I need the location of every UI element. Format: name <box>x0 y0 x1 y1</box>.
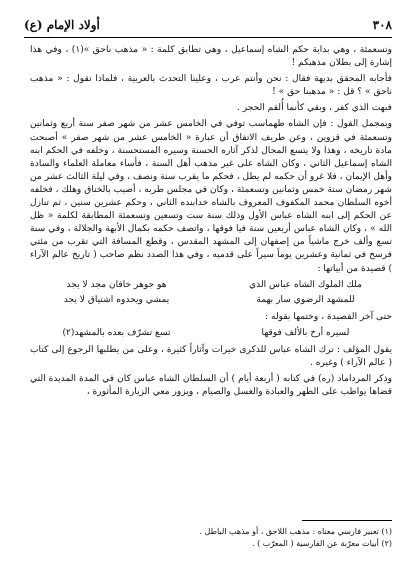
hemistich-right: للمشهد الرضوي سار بهمة <box>256 294 355 305</box>
paragraph: حتى آخر القصيدة ، وختمها بقوله : <box>265 311 392 322</box>
main-text <box>30 44 392 510</box>
footnotes <box>24 526 392 550</box>
header-rule <box>24 37 392 38</box>
running-title: أولاد الإمام (ع) <box>24 18 100 32</box>
footnote: (١) تعبير فارسي معناه : مذهب اللاحق ، أو مذهب الباطل . <box>199 527 392 536</box>
poem-block <box>30 279 392 307</box>
paragraph: فبهت الذي كفر ، وبقي كأنما أُلقم الحجر . <box>236 103 392 114</box>
poem-verse <box>30 327 392 340</box>
poem-verse <box>30 294 392 307</box>
hemistich-left: هو جوهر خاقان مجد لا يجد <box>66 279 167 290</box>
paragraph: وبمجمل القول : فإن الشاه طهماسب توفي في الخامس عشر من شهر صفر سنة أربع وثمانين وتسعمئة في قزوين ، وعن طريف الاتفاق أن عبارة « الخامس عشر من شهر صفر » أصبحت مادة تاريخه ، وهذا ولا يتسع المجال لذكر آثاره الحسنة وسيره المستحسنة ، وخلفه في الحكم ابنه الشاه إسماعيل الثاني ، وكان الشاه على غير مذهب أهل السنة ، فأساء معاملة العلماء والسادة وأهل الإيمان ، فلا غرو أن حكمه لم يطل ، فحكم ما يقرب سنة ونصف ، وفي ليلة الثالث عشر من شهر رمضان سنة خمس وثمانين وتسعمئة ، وكان في مجلس طربه ، أصيب بالخناق وهلك ، فخلفه أخوه السلطان محمد المكفوف المعروف بالشاه خدابنده الثاني ، وحكم عشرين سنين ، ثم تنازل عن الحكم إلى ابنه الشاه عباس الأول وذلك سنة ست وتسعين وتسعمئة المطابقة لكلمة « ظل الله » ، وكان الشاه عباس أربعين سنة فيا فوقها ، واتصف حكمه بكمال الأبهة والجلالة ، وفي سنة تسع وألف خرج ماشياً من إصفهان إلى المشهد المقدس ، وقطع المسافة التي تقرب من مئتي فرسخ في ثمانية وعشرين يوماً سيراً على قدميه ، وفي هذا الصدد نظم صاحب ( تاريخ عالم الآراء ) قصيدة من أبياتها : <box>30 119 392 274</box>
hemistich-right: لسيره أرخ بالألف فوقها <box>261 327 350 338</box>
paragraph: فأجابه المحقق بديهة فقال : نحن وأنتم عرب ، وعلينا التحدث بالعربية ، فلماذا تقول : « مذهب ناحق » ؟ قل : « مذهبنا حق » ! <box>30 74 392 98</box>
footnote: (٢) أبيات معرّبة عن الفارسية ( المعرّب ) . <box>252 539 392 548</box>
paragraph: وذكر المرداماد (ره) في كتابه ( أربعة أيام ) أن السلطان الشاه عباس كان في المدة المديدة التي قضاها يواظب على الطهر والعبادة والغسل والصيام ، ويزور معي الزيارة المأثورة ، <box>30 374 392 398</box>
hemistich-left: يمشي ويحدوه اشتياق لا يجد <box>63 294 170 305</box>
footnote-rule <box>302 520 392 521</box>
hemistich-right: ملك الملوك الشاه عباس الذي <box>248 279 363 290</box>
page-number: ٣٠٨ <box>372 18 392 32</box>
page-header <box>24 16 392 34</box>
poem-block <box>30 327 392 340</box>
hemistich-left: تسع تشرّف بعده بالمشهد(٢) <box>62 327 171 338</box>
poem-verse <box>30 279 392 292</box>
paragraph: وتسعمئة ، وهي بداية حكم الشاه إسماعيل ، وهي تطابق كلمة : « مذهب ناحق »(١) ، وفي هذا إشارة إلى بطلان مذهبكم ! <box>30 45 392 69</box>
paragraph: يقول المؤلف : ترك الشاه عباس للذكرى خيرات وآثاراً كثيرة ، وعلى من يطلبها الرجوع إلى كتاب ( عالم الآراء ) وغيره . <box>30 344 392 369</box>
